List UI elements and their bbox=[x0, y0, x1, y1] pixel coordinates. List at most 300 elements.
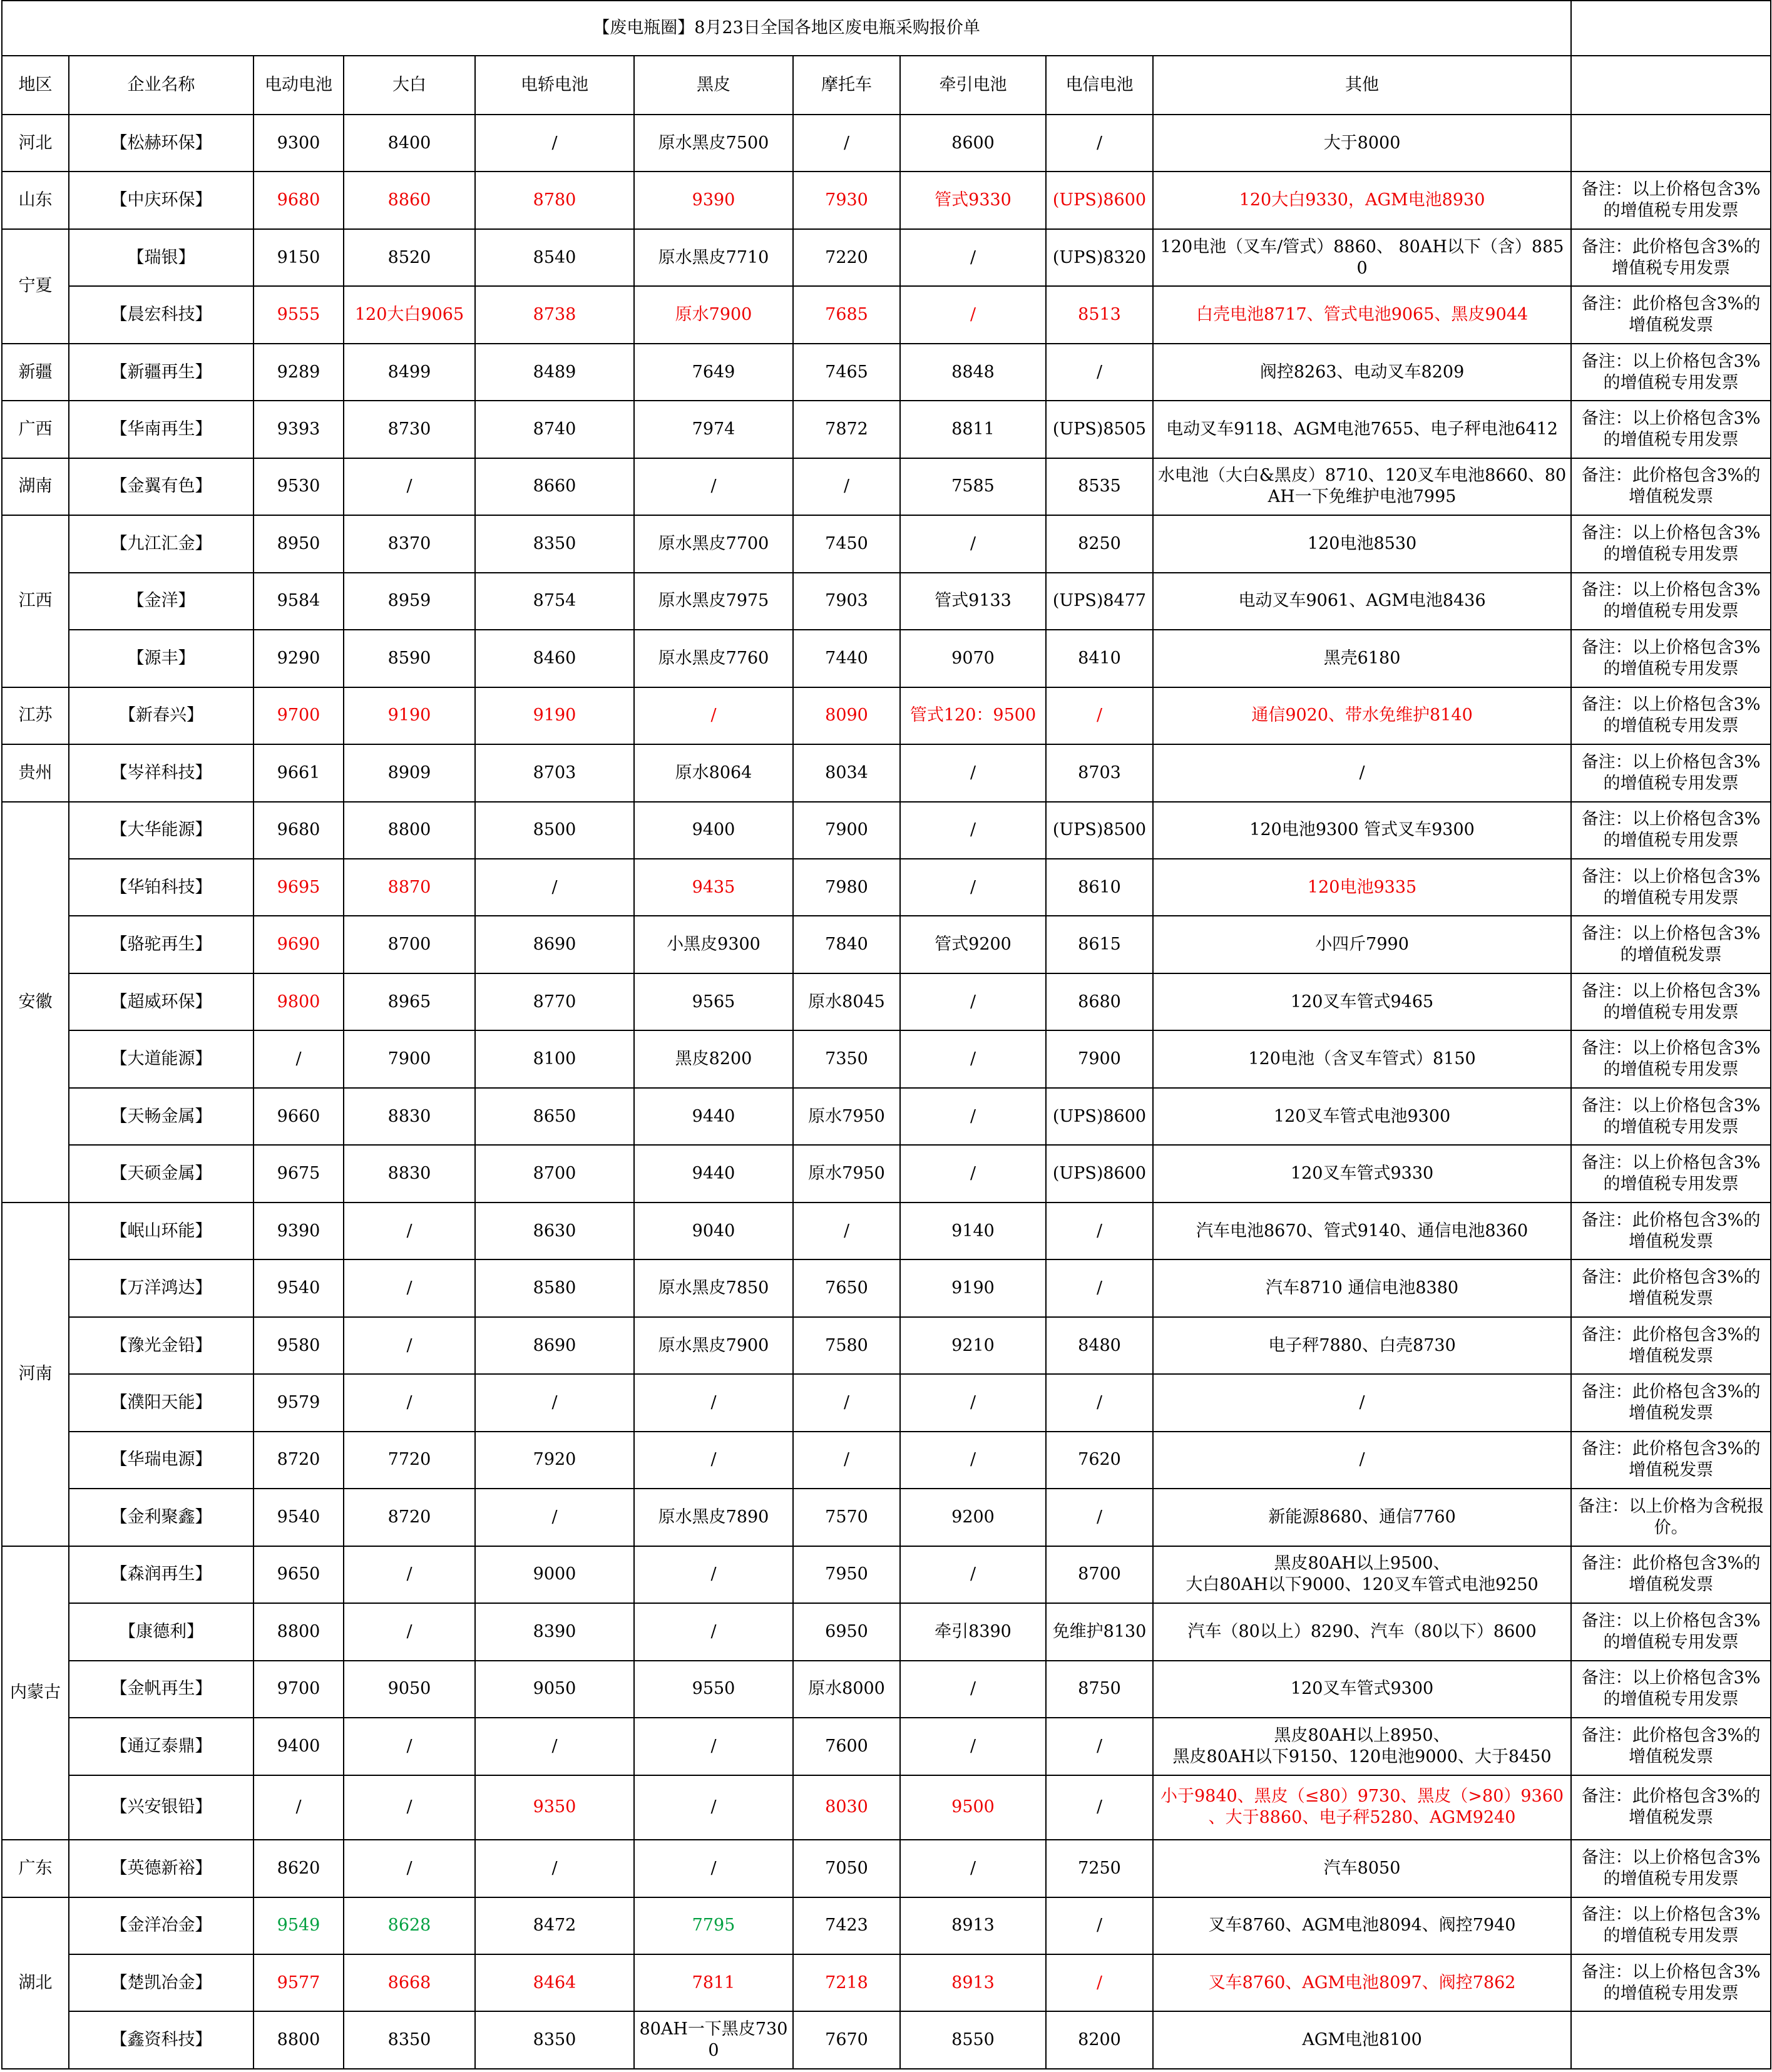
motorcycle-price: 7570 bbox=[793, 1489, 900, 1546]
white-case-price: 8959 bbox=[344, 573, 475, 630]
motorcycle-price: / bbox=[793, 1432, 900, 1489]
white-case-price: 8350 bbox=[344, 2011, 475, 2069]
car-battery-price: 8630 bbox=[475, 1203, 634, 1259]
motorcycle-price: 7218 bbox=[793, 1954, 900, 2011]
telecom-battery-price: / bbox=[1046, 1897, 1153, 1954]
car-battery-price: / bbox=[475, 115, 634, 172]
other-price: 120大白9330，AGM电池8930 bbox=[1153, 172, 1571, 228]
ebike-battery-price: 9390 bbox=[254, 1203, 344, 1259]
black-case-price: 9040 bbox=[634, 1203, 793, 1259]
ebike-battery-price: 9289 bbox=[254, 344, 344, 401]
car-battery-price: / bbox=[475, 1489, 634, 1546]
other-price: AGM电池8100 bbox=[1153, 2011, 1571, 2069]
ebike-battery-price: 9700 bbox=[254, 1661, 344, 1718]
ebike-battery-price: 9661 bbox=[254, 744, 344, 801]
region-cell: 广东 bbox=[2, 1840, 69, 1897]
company-name: 【万洋鸿达】 bbox=[69, 1259, 254, 1316]
traction-battery-price: / bbox=[900, 1145, 1046, 1202]
ebike-battery-price: 9800 bbox=[254, 973, 344, 1030]
traction-battery-price: 8600 bbox=[900, 115, 1046, 172]
other-price: 120叉车管式电池9300 bbox=[1153, 1088, 1571, 1145]
car-battery-price: 8780 bbox=[475, 172, 634, 228]
white-case-price: / bbox=[344, 1259, 475, 1316]
company-name: 【金洋冶金】 bbox=[69, 1897, 254, 1954]
table-row bbox=[2, 344, 1771, 401]
ebike-battery-price: 8800 bbox=[254, 2011, 344, 2069]
telecom-battery-price: 免维护8130 bbox=[1046, 1603, 1153, 1660]
other-price: 电子秤7880、白壳8730 bbox=[1153, 1317, 1571, 1374]
company-name: 【金帆再生】 bbox=[69, 1661, 254, 1718]
company-name: 【九江汇金】 bbox=[69, 515, 254, 572]
note-cell: 备注：以上价格包含3%的增值税专用发票 bbox=[1571, 744, 1771, 801]
motorcycle-price: 7350 bbox=[793, 1030, 900, 1087]
note-cell: 备注：以上价格包含3%的增值税发票 bbox=[1571, 916, 1771, 973]
traction-battery-price: / bbox=[900, 1374, 1046, 1431]
note-cell: 备注：此价格包含3%的增值税发票 bbox=[1571, 286, 1771, 343]
black-case-price: / bbox=[634, 1374, 793, 1431]
traction-battery-price: 8848 bbox=[900, 344, 1046, 401]
car-battery-price: / bbox=[475, 1718, 634, 1775]
motorcycle-price: / bbox=[793, 1374, 900, 1431]
company-name: 【中庆环保】 bbox=[69, 172, 254, 228]
header-ebike-battery: 电动电池 bbox=[254, 56, 344, 114]
note-cell: 备注：此价格包含3%的增值税专用发票 bbox=[1571, 229, 1771, 286]
company-name: 【豫光金铅】 bbox=[69, 1317, 254, 1374]
motorcycle-price: 7840 bbox=[793, 916, 900, 973]
motorcycle-price: 7580 bbox=[793, 1317, 900, 1374]
telecom-battery-price: 8680 bbox=[1046, 973, 1153, 1030]
motorcycle-price: 7872 bbox=[793, 401, 900, 458]
white-case-price: 8628 bbox=[344, 1897, 475, 1954]
ebike-battery-price: 9540 bbox=[254, 1259, 344, 1316]
white-case-price: 8370 bbox=[344, 515, 475, 572]
telecom-battery-price: / bbox=[1046, 1489, 1153, 1546]
car-battery-price: 8350 bbox=[475, 2011, 634, 2069]
motorcycle-price: / bbox=[793, 1203, 900, 1259]
ebike-battery-price: 9700 bbox=[254, 687, 344, 744]
ebike-battery-price: / bbox=[254, 1775, 344, 1840]
car-battery-price: 8489 bbox=[475, 344, 634, 401]
motorcycle-price: 原水8045 bbox=[793, 973, 900, 1030]
other-price: 汽车8710 通信电池8380 bbox=[1153, 1259, 1571, 1316]
car-battery-price: 8390 bbox=[475, 1603, 634, 1660]
traction-battery-price: 9500 bbox=[900, 1775, 1046, 1840]
table-row bbox=[2, 401, 1771, 458]
note-cell: 备注：此价格包含3%的增值税发票 bbox=[1571, 1203, 1771, 1259]
table-row bbox=[2, 1546, 1771, 1603]
white-case-price: 8800 bbox=[344, 802, 475, 859]
telecom-battery-price: / bbox=[1046, 1374, 1153, 1431]
motorcycle-price: 7980 bbox=[793, 859, 900, 916]
header-motorcycle: 摩托车 bbox=[793, 56, 900, 114]
table-row bbox=[2, 1317, 1771, 1374]
table-row bbox=[2, 1203, 1771, 1259]
company-name: 【华铂科技】 bbox=[69, 859, 254, 916]
table-row bbox=[2, 802, 1771, 859]
telecom-battery-price: 8513 bbox=[1046, 286, 1153, 343]
table-row bbox=[2, 1603, 1771, 1660]
ebike-battery-price: 9300 bbox=[254, 115, 344, 172]
ebike-battery-price: 9680 bbox=[254, 802, 344, 859]
black-case-price: 黑皮8200 bbox=[634, 1030, 793, 1087]
table-row bbox=[2, 1030, 1771, 1087]
black-case-price: 7649 bbox=[634, 344, 793, 401]
company-name: 【华南再生】 bbox=[69, 401, 254, 458]
region-cell: 安徽 bbox=[2, 802, 69, 1203]
traction-battery-price: 管式9200 bbox=[900, 916, 1046, 973]
white-case-price: 8668 bbox=[344, 1954, 475, 2011]
traction-battery-price: 9140 bbox=[900, 1203, 1046, 1259]
ebike-battery-price: 9577 bbox=[254, 1954, 344, 2011]
note-cell bbox=[1571, 115, 1771, 172]
company-name: 【天硕金属】 bbox=[69, 1145, 254, 1202]
telecom-battery-price: / bbox=[1046, 1954, 1153, 2011]
other-price: 通信9020、带水免维护8140 bbox=[1153, 687, 1571, 744]
black-case-price: 原水黑皮7975 bbox=[634, 573, 793, 630]
black-case-price: 原水黑皮7700 bbox=[634, 515, 793, 572]
table-row bbox=[2, 573, 1771, 630]
motorcycle-price: 原水8000 bbox=[793, 1661, 900, 1718]
company-name: 【森润再生】 bbox=[69, 1546, 254, 1603]
traction-battery-price: 8550 bbox=[900, 2011, 1046, 2069]
ebike-battery-price: 9393 bbox=[254, 401, 344, 458]
ebike-battery-price: 9675 bbox=[254, 1145, 344, 1202]
black-case-price: 80AH一下黑皮7300 bbox=[634, 2011, 793, 2069]
company-name: 【通辽泰鼎】 bbox=[69, 1718, 254, 1775]
white-case-price: 8720 bbox=[344, 1489, 475, 1546]
traction-battery-price: / bbox=[900, 1432, 1046, 1489]
car-battery-price: 8464 bbox=[475, 1954, 634, 2011]
telecom-battery-price: 7620 bbox=[1046, 1432, 1153, 1489]
table-row bbox=[2, 286, 1771, 343]
black-case-price: / bbox=[634, 1840, 793, 1897]
company-name: 【金洋】 bbox=[69, 573, 254, 630]
motorcycle-price: 7050 bbox=[793, 1840, 900, 1897]
telecom-battery-price: 8700 bbox=[1046, 1546, 1153, 1603]
title-spacer bbox=[1571, 1, 1771, 56]
table-row bbox=[2, 1145, 1771, 1202]
company-name: 【岑祥科技】 bbox=[69, 744, 254, 801]
white-case-price: / bbox=[344, 1546, 475, 1603]
motorcycle-price: 6950 bbox=[793, 1603, 900, 1660]
header-region: 地区 bbox=[2, 56, 69, 114]
traction-battery-price: 9070 bbox=[900, 630, 1046, 687]
black-case-price: 9440 bbox=[634, 1088, 793, 1145]
company-name: 【华瑞电源】 bbox=[69, 1432, 254, 1489]
table-row bbox=[2, 1489, 1771, 1546]
white-case-price: / bbox=[344, 1374, 475, 1431]
motorcycle-price: 7670 bbox=[793, 2011, 900, 2069]
black-case-price: 原水7900 bbox=[634, 286, 793, 343]
other-price: 120电池（含叉车管式）8150 bbox=[1153, 1030, 1571, 1087]
car-battery-price: 8660 bbox=[475, 458, 634, 515]
region-cell: 山东 bbox=[2, 172, 69, 228]
header-white-case: 大白 bbox=[344, 56, 475, 114]
telecom-battery-price: / bbox=[1046, 687, 1153, 744]
motorcycle-price: 原水7950 bbox=[793, 1088, 900, 1145]
black-case-price: / bbox=[634, 1603, 793, 1660]
page-title: 【废电瓶圈】8月23日全国各地区废电瓶采购报价单 bbox=[2, 1, 1571, 56]
black-case-price: / bbox=[634, 1775, 793, 1840]
telecom-battery-price: (UPS)8600 bbox=[1046, 1088, 1153, 1145]
white-case-price: 8860 bbox=[344, 172, 475, 228]
motorcycle-price: 7685 bbox=[793, 286, 900, 343]
company-name: 【金翼有色】 bbox=[69, 458, 254, 515]
white-case-price: / bbox=[344, 1203, 475, 1259]
company-name: 【骆驼再生】 bbox=[69, 916, 254, 973]
traction-battery-price: 9190 bbox=[900, 1259, 1046, 1316]
car-battery-price: 8690 bbox=[475, 916, 634, 973]
note-cell: 备注：以上价格包含3%的增值税专用发票 bbox=[1571, 401, 1771, 458]
other-price: 黑皮80AH以上8950、 黑皮80AH以下9150、120电池9000、大于8450 bbox=[1153, 1718, 1571, 1775]
black-case-price: 9400 bbox=[634, 802, 793, 859]
black-case-price: 7811 bbox=[634, 1954, 793, 2011]
car-battery-price: 8738 bbox=[475, 286, 634, 343]
white-case-price: 8830 bbox=[344, 1088, 475, 1145]
header-black-case: 黑皮 bbox=[634, 56, 793, 114]
other-price: 白壳电池8717、管式电池9065、黑皮9044 bbox=[1153, 286, 1571, 343]
table-row bbox=[2, 1088, 1771, 1145]
region-cell: 湖南 bbox=[2, 458, 69, 515]
table-row bbox=[2, 172, 1771, 228]
motorcycle-price: 8034 bbox=[793, 744, 900, 801]
note-cell: 备注：此价格包含3%的增值税发票 bbox=[1571, 1259, 1771, 1316]
car-battery-price: 8650 bbox=[475, 1088, 634, 1145]
black-case-price: 9390 bbox=[634, 172, 793, 228]
telecom-battery-price: 7900 bbox=[1046, 1030, 1153, 1087]
motorcycle-price: 7900 bbox=[793, 802, 900, 859]
traction-battery-price: / bbox=[900, 286, 1046, 343]
telecom-battery-price: 8200 bbox=[1046, 2011, 1153, 2069]
table-row bbox=[2, 1954, 1771, 2011]
motorcycle-price: / bbox=[793, 458, 900, 515]
traction-battery-price: / bbox=[900, 802, 1046, 859]
telecom-battery-price: 8535 bbox=[1046, 458, 1153, 515]
black-case-price: 7974 bbox=[634, 401, 793, 458]
table-row bbox=[2, 973, 1771, 1030]
black-case-price: / bbox=[634, 1432, 793, 1489]
company-name: 【英德新裕】 bbox=[69, 1840, 254, 1897]
car-battery-price: 9000 bbox=[475, 1546, 634, 1603]
other-price: 120电池9335 bbox=[1153, 859, 1571, 916]
region-cell: 河北 bbox=[2, 115, 69, 172]
black-case-price: 小黑皮9300 bbox=[634, 916, 793, 973]
telecom-battery-price: 8610 bbox=[1046, 859, 1153, 916]
white-case-price: 7720 bbox=[344, 1432, 475, 1489]
white-case-price: / bbox=[344, 1603, 475, 1660]
header-company: 企业名称 bbox=[69, 56, 254, 114]
other-price: 电动叉车9118、AGM电池7655、电子秤电池6412 bbox=[1153, 401, 1571, 458]
white-case-price: 8590 bbox=[344, 630, 475, 687]
region-cell: 江西 bbox=[2, 515, 69, 687]
motorcycle-price: 7950 bbox=[793, 1546, 900, 1603]
white-case-price: 8870 bbox=[344, 859, 475, 916]
region-cell: 新疆 bbox=[2, 344, 69, 401]
ebike-battery-price: 9540 bbox=[254, 1489, 344, 1546]
telecom-battery-price: / bbox=[1046, 1259, 1153, 1316]
car-battery-price: 7920 bbox=[475, 1432, 634, 1489]
other-price: 汽车（80以上）8290、汽车（80以下）8600 bbox=[1153, 1603, 1571, 1660]
note-cell: 备注：以上价格包含3%的增值税专用发票 bbox=[1571, 630, 1771, 687]
white-case-price: 8400 bbox=[344, 115, 475, 172]
note-cell: 备注：此价格包含3%的增值税发票 bbox=[1571, 1718, 1771, 1775]
motorcycle-price: 7440 bbox=[793, 630, 900, 687]
traction-battery-price: 7585 bbox=[900, 458, 1046, 515]
header-notes bbox=[1571, 56, 1771, 114]
motorcycle-price: 7930 bbox=[793, 172, 900, 228]
table-row bbox=[2, 115, 1771, 172]
other-price: 黑皮80AH以上9500、 大白80AH以下9000、120叉车管式电池9250 bbox=[1153, 1546, 1571, 1603]
ebike-battery-price: 8720 bbox=[254, 1432, 344, 1489]
ebike-battery-price: / bbox=[254, 1030, 344, 1087]
note-cell: 备注：以上价格包含3%的增值税专用发票 bbox=[1571, 515, 1771, 572]
note-cell: 备注：以上价格包含3%的增值税专用发票 bbox=[1571, 802, 1771, 859]
car-battery-price: / bbox=[475, 1374, 634, 1431]
telecom-battery-price: / bbox=[1046, 344, 1153, 401]
traction-battery-price: / bbox=[900, 744, 1046, 801]
black-case-price: 原水黑皮7850 bbox=[634, 1259, 793, 1316]
traction-battery-price: / bbox=[900, 1840, 1046, 1897]
black-case-price: 9550 bbox=[634, 1661, 793, 1718]
black-case-price: / bbox=[634, 1546, 793, 1603]
car-battery-price: 8740 bbox=[475, 401, 634, 458]
car-battery-price: 8690 bbox=[475, 1317, 634, 1374]
note-cell: 备注：以上价格包含3%的增值税专用发票 bbox=[1571, 1603, 1771, 1660]
other-price: 新能源8680、通信7760 bbox=[1153, 1489, 1571, 1546]
other-price: 120叉车管式9330 bbox=[1153, 1145, 1571, 1202]
white-case-price: / bbox=[344, 1840, 475, 1897]
other-price: 120叉车管式9300 bbox=[1153, 1661, 1571, 1718]
white-case-price: / bbox=[344, 1718, 475, 1775]
traction-battery-price: 8913 bbox=[900, 1897, 1046, 1954]
note-cell: 备注：此价格包含3%的增值税发票 bbox=[1571, 1546, 1771, 1603]
note-cell: 备注：以上价格为含税报价。 bbox=[1571, 1489, 1771, 1546]
company-name: 【大道能源】 bbox=[69, 1030, 254, 1087]
company-name: 【楚凯冶金】 bbox=[69, 1954, 254, 2011]
table-row bbox=[2, 515, 1771, 572]
car-battery-price: 8540 bbox=[475, 229, 634, 286]
company-name: 【兴安银铅】 bbox=[69, 1775, 254, 1840]
other-price: 大于8000 bbox=[1153, 115, 1571, 172]
company-name: 【岷山环能】 bbox=[69, 1203, 254, 1259]
telecom-battery-price: 8615 bbox=[1046, 916, 1153, 973]
other-price: 汽车电池8670、管式9140、通信电池8360 bbox=[1153, 1203, 1571, 1259]
note-cell: 备注：以上价格包含3%的增值税专用发票 bbox=[1571, 1030, 1771, 1087]
company-name: 【晨宏科技】 bbox=[69, 286, 254, 343]
note-cell: 备注：以上价格包含3%的增值税专用发票 bbox=[1571, 172, 1771, 228]
car-battery-price: 8100 bbox=[475, 1030, 634, 1087]
note-cell: 备注：此价格包含3%的增值税发票 bbox=[1571, 1775, 1771, 1840]
traction-battery-price: 9200 bbox=[900, 1489, 1046, 1546]
white-case-price: / bbox=[344, 458, 475, 515]
traction-battery-price: / bbox=[900, 515, 1046, 572]
traction-battery-price: 管式120：9500 bbox=[900, 687, 1046, 744]
note-cell: 备注：此价格包含3%的增值税发票 bbox=[1571, 1317, 1771, 1374]
black-case-price: 原水黑皮7760 bbox=[634, 630, 793, 687]
black-case-price: 原水黑皮7890 bbox=[634, 1489, 793, 1546]
note-cell: 备注：以上价格包含3%的增值税专用发票 bbox=[1571, 687, 1771, 744]
car-battery-price: 9190 bbox=[475, 687, 634, 744]
white-case-price: 9050 bbox=[344, 1661, 475, 1718]
ebike-battery-price: 8620 bbox=[254, 1840, 344, 1897]
company-name: 【康德利】 bbox=[69, 1603, 254, 1660]
white-case-price: 8965 bbox=[344, 973, 475, 1030]
car-battery-price: 8580 bbox=[475, 1259, 634, 1316]
ebike-battery-price: 8950 bbox=[254, 515, 344, 572]
white-case-price: 8909 bbox=[344, 744, 475, 801]
other-price: 120电池9300 管式叉车9300 bbox=[1153, 802, 1571, 859]
car-battery-price: 8700 bbox=[475, 1145, 634, 1202]
company-name: 【大华能源】 bbox=[69, 802, 254, 859]
traction-battery-price: / bbox=[900, 1088, 1046, 1145]
traction-battery-price: 管式9133 bbox=[900, 573, 1046, 630]
car-battery-price: / bbox=[475, 1840, 634, 1897]
ebike-battery-price: 9690 bbox=[254, 916, 344, 973]
motorcycle-price: 7465 bbox=[793, 344, 900, 401]
ebike-battery-price: 9290 bbox=[254, 630, 344, 687]
note-cell: 备注：此价格包含3%的增值税发票 bbox=[1571, 1374, 1771, 1431]
other-price: 小四斤7990 bbox=[1153, 916, 1571, 973]
car-battery-price: 8500 bbox=[475, 802, 634, 859]
traction-battery-price: 8913 bbox=[900, 1954, 1046, 2011]
header-car-battery: 电轿电池 bbox=[475, 56, 634, 114]
telecom-battery-price: (UPS)8500 bbox=[1046, 802, 1153, 859]
white-case-price: 8520 bbox=[344, 229, 475, 286]
traction-battery-price: / bbox=[900, 1546, 1046, 1603]
telecom-battery-price: 7250 bbox=[1046, 1840, 1153, 1897]
black-case-price: 7795 bbox=[634, 1897, 793, 1954]
note-cell: 备注：以上价格包含3%的增值税专用发票 bbox=[1571, 859, 1771, 916]
white-case-price: 8700 bbox=[344, 916, 475, 973]
car-battery-price: 8770 bbox=[475, 973, 634, 1030]
telecom-battery-price: 8410 bbox=[1046, 630, 1153, 687]
telecom-battery-price: (UPS)8477 bbox=[1046, 573, 1153, 630]
other-price: 叉车8760、AGM电池8097、阀控7862 bbox=[1153, 1954, 1571, 2011]
company-name: 【源丰】 bbox=[69, 630, 254, 687]
telecom-battery-price: / bbox=[1046, 1718, 1153, 1775]
region-cell: 贵州 bbox=[2, 744, 69, 801]
white-case-price: 8499 bbox=[344, 344, 475, 401]
black-case-price: 9435 bbox=[634, 859, 793, 916]
traction-battery-price: 管式9330 bbox=[900, 172, 1046, 228]
white-case-price: / bbox=[344, 1775, 475, 1840]
note-cell: 备注：此价格包含3%的增值税发票 bbox=[1571, 458, 1771, 515]
traction-battery-price: / bbox=[900, 229, 1046, 286]
table-row bbox=[2, 1775, 1771, 1840]
black-case-price: / bbox=[634, 1718, 793, 1775]
ebike-battery-price: 8800 bbox=[254, 1603, 344, 1660]
telecom-battery-price: (UPS)8505 bbox=[1046, 401, 1153, 458]
table-row bbox=[2, 1897, 1771, 1954]
other-price: 120电池8530 bbox=[1153, 515, 1571, 572]
telecom-battery-price: / bbox=[1046, 1775, 1153, 1840]
other-price: 水电池（大白&黑皮）8710、120叉车电池8660、80AH一下免维护电池7995 bbox=[1153, 458, 1571, 515]
black-case-price: 9565 bbox=[634, 973, 793, 1030]
car-battery-price: 8350 bbox=[475, 515, 634, 572]
note-cell: 备注：以上价格包含3%的增值税专用发票 bbox=[1571, 1954, 1771, 2011]
table-row bbox=[2, 2011, 1771, 2069]
ebike-battery-price: 9400 bbox=[254, 1718, 344, 1775]
note-cell: 备注：此价格包含3%的增值税发票 bbox=[1571, 1432, 1771, 1489]
company-name: 【超威环保】 bbox=[69, 973, 254, 1030]
motorcycle-price: 7220 bbox=[793, 229, 900, 286]
traction-battery-price: / bbox=[900, 1030, 1046, 1087]
region-cell: 内蒙古 bbox=[2, 1546, 69, 1840]
note-cell: 备注：以上价格包含3%的增值税专用发票 bbox=[1571, 573, 1771, 630]
motorcycle-price: 8090 bbox=[793, 687, 900, 744]
car-battery-price: 8703 bbox=[475, 744, 634, 801]
black-case-price: 原水黑皮7500 bbox=[634, 115, 793, 172]
